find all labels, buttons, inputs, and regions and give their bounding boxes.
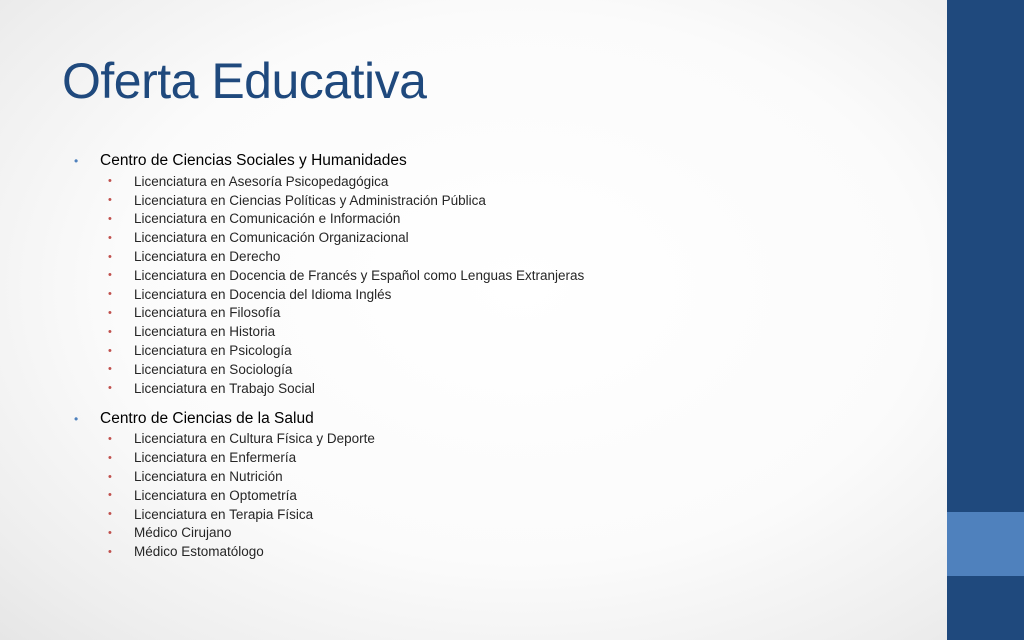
list-item-text: Licenciatura en Enfermería [134,450,297,466]
program-list [74,172,934,398]
bullet-icon: • [108,306,112,319]
list-item [108,322,934,341]
bullet-icon: • [108,231,112,244]
list-item-text: Licenciatura en Psicología [134,343,292,359]
list-item-text: Licenciatura en Comunicación Organizacional [134,230,409,246]
bullet-icon: • [108,212,112,225]
list-item-text: Licenciatura en Optometría [134,487,297,503]
list-item-text: Licenciatura en Ciencias Políticas y Administración Pública [134,192,486,208]
bullet-icon: • [108,325,112,338]
bullet-icon: • [108,489,112,502]
bullet-icon: • [108,363,112,376]
list-item [108,191,934,210]
bullet-icon: • [108,382,112,395]
list-item [108,341,934,360]
section-ciencias-salud [74,408,934,562]
list-item [108,360,934,379]
bullet-icon: • [108,451,112,464]
bullet-icon: • [108,526,112,539]
list-item-text: Licenciatura en Cultura Física y Deporte [134,431,375,447]
bullet-icon: • [108,432,112,445]
list-item [108,524,934,543]
section-heading-text: Centro de Ciencias de la Salud [100,409,314,427]
list-item [108,542,934,561]
list-item [108,247,934,266]
section-ciencias-sociales [74,150,934,398]
bullet-list [74,150,934,571]
list-item-text: Licenciatura en Terapia Física [134,506,314,522]
bullet-icon: • [108,470,112,483]
list-item [108,285,934,304]
list-item [108,448,934,467]
list-item-text: Médico Estomatólogo [134,544,264,560]
list-item-text: Licenciatura en Trabajo Social [134,380,315,396]
bullet-icon: • [74,154,79,168]
bullet-icon: • [108,175,112,188]
section-heading-text: Centro de Ciencias Sociales y Humanidades [100,152,407,169]
program-list [74,430,934,562]
list-item-text: Licenciatura en Docencia de Francés y Español como Lenguas Extranjeras [134,267,585,283]
list-item-text: Licenciatura en Docencia del Idioma Inglés [134,286,392,302]
list-item [108,430,934,449]
bullet-icon: • [108,545,112,558]
list-item [108,210,934,229]
list-item-text: Licenciatura en Sociología [134,361,293,377]
list-item [108,379,934,398]
list-item [108,266,934,285]
bullet-icon: • [108,288,112,301]
section-heading [74,150,934,172]
list-item-text: Licenciatura en Asesoría Psicopedagógica [134,173,389,189]
list-item-text: Médico Cirujano [134,525,232,541]
list-item [108,505,934,524]
list-item-text: Licenciatura en Derecho [134,249,281,265]
bullet-icon: • [108,194,112,207]
bullet-icon: • [108,250,112,263]
bullet-icon: • [74,411,79,426]
bullet-icon: • [108,508,112,521]
list-item [108,467,934,486]
list-item-text: Licenciatura en Nutrición [134,469,283,485]
list-item [108,228,934,247]
slide-title: Oferta Educativa [62,53,427,109]
bullet-icon: • [108,344,112,357]
list-item-text: Licenciatura en Filosofía [134,305,281,321]
sidebar-accent-block [947,512,1024,576]
section-heading [74,408,934,430]
list-item-text: Licenciatura en Historia [134,324,276,340]
list-item [108,172,934,191]
list-item-text: Licenciatura en Comunicación e Información [134,211,401,227]
list-item [108,486,934,505]
list-item [108,304,934,323]
bullet-icon: • [108,269,112,282]
